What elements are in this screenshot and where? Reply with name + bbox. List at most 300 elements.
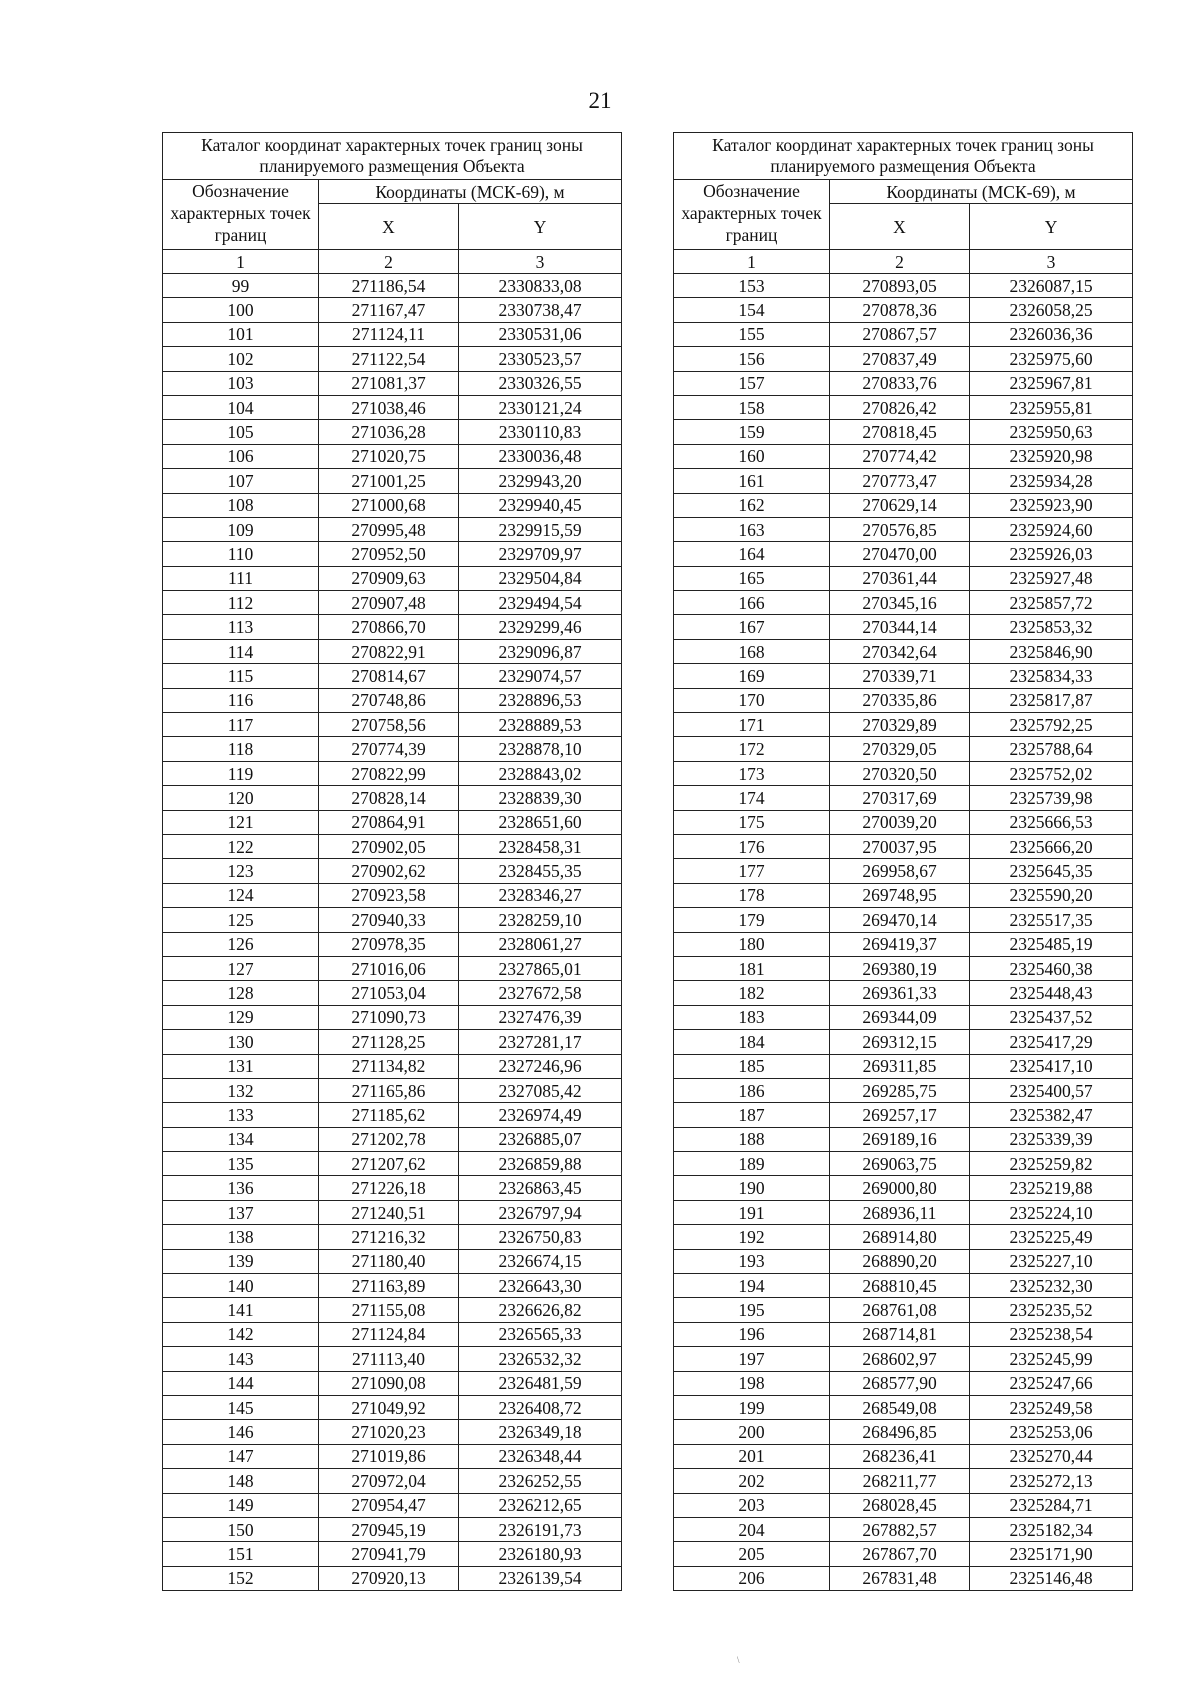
point-number-cell: 166 (674, 591, 830, 615)
y-coordinate-cell: 2328651,60 (459, 810, 622, 834)
x-coordinate-cell: 269748,95 (830, 883, 970, 907)
coordinate-row (163, 639, 622, 663)
x-coordinate-cell: 270952,50 (319, 542, 459, 566)
y-coordinate-cell: 2325817,87 (970, 688, 1133, 712)
point-number-cell: 152 (163, 1566, 319, 1590)
point-number-cell: 202 (674, 1469, 830, 1493)
x-coordinate-cell: 270039,20 (830, 810, 970, 834)
coordinate-row (674, 761, 1133, 785)
point-number-cell: 155 (674, 322, 830, 346)
coordinate-row (163, 1371, 622, 1395)
y-coordinate-cell: 2327281,17 (459, 1030, 622, 1054)
x-coordinate-cell: 271180,40 (319, 1249, 459, 1273)
x-coordinate-cell: 269063,75 (830, 1152, 970, 1176)
coordinate-row (674, 1444, 1133, 1468)
y-coordinate-cell: 2328889,53 (459, 713, 622, 737)
y-coordinate-cell: 2326974,49 (459, 1103, 622, 1127)
coordinate-row (674, 664, 1133, 688)
coordinate-row (163, 1298, 622, 1322)
coordinate-row (163, 810, 622, 834)
point-number-cell: 149 (163, 1493, 319, 1517)
y-coordinate-cell: 2328896,53 (459, 688, 622, 712)
coordinate-row (163, 1200, 622, 1224)
x-coordinate-cell: 270814,67 (319, 664, 459, 688)
coordinate-row (674, 493, 1133, 517)
point-number-cell: 123 (163, 859, 319, 883)
coordinate-row (674, 688, 1133, 712)
point-number-cell: 177 (674, 859, 830, 883)
point-number-cell: 162 (674, 493, 830, 517)
y-coordinate-cell: 2327246,96 (459, 1054, 622, 1078)
point-number-cell: 146 (163, 1420, 319, 1444)
point-number-cell: 165 (674, 566, 830, 590)
coordinate-row (163, 883, 622, 907)
coordinate-row (674, 810, 1133, 834)
y-coordinate-cell: 2325792,25 (970, 713, 1133, 737)
coordinate-row (674, 713, 1133, 737)
point-number-cell: 154 (674, 298, 830, 322)
point-number-cell: 195 (674, 1298, 830, 1322)
point-number-cell: 151 (163, 1542, 319, 1566)
y-coordinate-cell: 2327085,42 (459, 1078, 622, 1102)
coordinate-row (163, 956, 622, 980)
point-number-cell: 119 (163, 761, 319, 785)
coordinate-row (674, 1249, 1133, 1273)
x-coordinate-cell: 270576,85 (830, 517, 970, 541)
x-coordinate-cell: 270339,71 (830, 664, 970, 688)
coordinate-row (163, 761, 622, 785)
coordinate-row (163, 1127, 622, 1151)
x-coordinate-cell: 270329,89 (830, 713, 970, 737)
coordinate-row (674, 1030, 1133, 1054)
x-coordinate-cell: 268602,97 (830, 1347, 970, 1371)
column-number: 3 (970, 250, 1133, 274)
point-number-cell: 173 (674, 761, 830, 785)
x-coordinate-cell: 270758,56 (319, 713, 459, 737)
point-number-cell: 157 (674, 371, 830, 395)
coordinate-row (163, 1517, 622, 1541)
coordinate-row (674, 1371, 1133, 1395)
coordinate-row (674, 615, 1133, 639)
y-coordinate-cell: 2326252,55 (459, 1469, 622, 1493)
y-header: Y (459, 204, 622, 250)
point-number-cell: 133 (163, 1103, 319, 1127)
y-coordinate-cell: 2325590,20 (970, 883, 1133, 907)
point-number-cell: 186 (674, 1078, 830, 1102)
coordinate-row (163, 932, 622, 956)
y-coordinate-cell: 2328458,31 (459, 834, 622, 858)
scan-mark: \ (737, 1655, 740, 1665)
column-number: 1 (674, 250, 830, 274)
point-number-cell: 122 (163, 834, 319, 858)
point-number-cell: 206 (674, 1566, 830, 1590)
coordinate-row (674, 1298, 1133, 1322)
coordinate-row (674, 469, 1133, 493)
y-coordinate-cell: 2325920,98 (970, 444, 1133, 468)
coordinate-row (163, 908, 622, 932)
y-coordinate-cell: 2325232,30 (970, 1274, 1133, 1298)
x-coordinate-cell: 270866,70 (319, 615, 459, 639)
coordinate-row (163, 981, 622, 1005)
x-coordinate-cell: 271185,62 (319, 1103, 459, 1127)
x-coordinate-cell: 269311,85 (830, 1054, 970, 1078)
coordinate-row (163, 591, 622, 615)
x-coordinate-cell: 271113,40 (319, 1347, 459, 1371)
y-coordinate-cell: 2325247,66 (970, 1371, 1133, 1395)
point-number-cell: 159 (674, 420, 830, 444)
y-coordinate-cell: 2325666,53 (970, 810, 1133, 834)
y-coordinate-cell: 2325934,28 (970, 469, 1133, 493)
point-number-cell: 126 (163, 932, 319, 956)
point-number-cell: 194 (674, 1274, 830, 1298)
coordinate-row (674, 1420, 1133, 1444)
x-coordinate-cell: 268936,11 (830, 1200, 970, 1224)
x-coordinate-cell: 268028,45 (830, 1493, 970, 1517)
y-coordinate-cell: 2326532,32 (459, 1347, 622, 1371)
coordinate-row (674, 1517, 1133, 1541)
coordinate-row (163, 371, 622, 395)
point-number-cell: 116 (163, 688, 319, 712)
point-number-cell: 138 (163, 1225, 319, 1249)
x-coordinate-cell: 270345,16 (830, 591, 970, 615)
x-coordinate-cell: 268549,08 (830, 1395, 970, 1419)
coordinate-row (674, 1078, 1133, 1102)
x-coordinate-cell: 271163,89 (319, 1274, 459, 1298)
x-coordinate-cell: 271053,04 (319, 981, 459, 1005)
x-coordinate-cell: 269361,33 (830, 981, 970, 1005)
point-number-cell: 160 (674, 444, 830, 468)
y-coordinate-cell: 2325666,20 (970, 834, 1133, 858)
y-coordinate-cell: 2330531,06 (459, 322, 622, 346)
y-coordinate-cell: 2325460,38 (970, 956, 1133, 980)
point-number-cell: 109 (163, 517, 319, 541)
x-coordinate-cell: 271090,08 (319, 1371, 459, 1395)
y-coordinate-cell: 2325846,90 (970, 639, 1133, 663)
x-coordinate-cell: 271186,54 (319, 274, 459, 298)
point-number-cell: 147 (163, 1444, 319, 1468)
y-coordinate-cell: 2325752,02 (970, 761, 1133, 785)
point-number-cell: 178 (674, 883, 830, 907)
catalog-body-right (674, 274, 1133, 1591)
coordinate-row (674, 517, 1133, 541)
y-coordinate-cell: 2326212,65 (459, 1493, 622, 1517)
coordinate-row (163, 713, 622, 737)
point-number-cell: 168 (674, 639, 830, 663)
x-coordinate-cell: 267867,70 (830, 1542, 970, 1566)
coordinate-row (674, 1127, 1133, 1151)
point-number-cell: 182 (674, 981, 830, 1005)
coordinate-row (674, 1152, 1133, 1176)
coordinate-row (163, 1030, 622, 1054)
x-coordinate-cell: 271036,28 (319, 420, 459, 444)
x-coordinate-cell: 270361,44 (830, 566, 970, 590)
x-coordinate-cell: 270335,86 (830, 688, 970, 712)
point-number-cell: 139 (163, 1249, 319, 1273)
y-coordinate-cell: 2330523,57 (459, 347, 622, 371)
x-coordinate-cell: 270978,35 (319, 932, 459, 956)
coordinate-row (163, 1566, 622, 1590)
y-coordinate-cell: 2326863,45 (459, 1176, 622, 1200)
point-number-cell: 190 (674, 1176, 830, 1200)
y-coordinate-cell: 2325967,81 (970, 371, 1133, 395)
y-coordinate-cell: 2325923,90 (970, 493, 1133, 517)
point-number-cell: 134 (163, 1127, 319, 1151)
x-coordinate-cell: 268211,77 (830, 1469, 970, 1493)
coordinate-row (163, 298, 622, 322)
point-number-cell: 175 (674, 810, 830, 834)
x-coordinate-cell: 271240,51 (319, 1200, 459, 1224)
coordinate-row (163, 469, 622, 493)
y-coordinate-cell: 2328878,10 (459, 737, 622, 761)
y-coordinate-cell: 2325182,34 (970, 1517, 1133, 1541)
coordinate-row (674, 908, 1133, 932)
coordinates-header: Координаты (МСК-69), м (830, 180, 1133, 204)
x-coordinate-cell: 270833,76 (830, 371, 970, 395)
coordinate-row (163, 274, 622, 298)
x-coordinate-cell: 270954,47 (319, 1493, 459, 1517)
x-coordinate-cell: 267882,57 (830, 1517, 970, 1541)
point-number-cell: 128 (163, 981, 319, 1005)
point-number-cell: 176 (674, 834, 830, 858)
page-number: 21 (588, 88, 612, 113)
y-coordinate-cell: 2329504,84 (459, 566, 622, 590)
coordinate-row (163, 1152, 622, 1176)
point-number-cell: 187 (674, 1103, 830, 1127)
coordinate-row (674, 1347, 1133, 1371)
x-coordinate-cell: 270828,14 (319, 786, 459, 810)
point-number-cell: 170 (674, 688, 830, 712)
point-number-cell: 148 (163, 1469, 319, 1493)
x-coordinate-cell: 270629,14 (830, 493, 970, 517)
x-coordinate-cell: 270972,04 (319, 1469, 459, 1493)
x-coordinate-cell: 270867,57 (830, 322, 970, 346)
coordinate-row (163, 542, 622, 566)
column-number: 2 (830, 250, 970, 274)
coordinate-row (674, 1054, 1133, 1078)
y-coordinate-cell: 2326859,88 (459, 1152, 622, 1176)
x-coordinate-cell: 270878,36 (830, 298, 970, 322)
x-coordinate-cell: 269344,09 (830, 1005, 970, 1029)
x-coordinate-cell: 271207,62 (319, 1152, 459, 1176)
point-number-cell: 193 (674, 1249, 830, 1273)
y-coordinate-cell: 2326139,54 (459, 1566, 622, 1590)
x-coordinate-cell: 271165,86 (319, 1078, 459, 1102)
coordinate-row (674, 298, 1133, 322)
designation-header: Обозначение характерных точек границ (163, 180, 319, 250)
point-number-cell: 189 (674, 1152, 830, 1176)
y-coordinate-cell: 2325448,43 (970, 981, 1133, 1005)
y-coordinate-cell: 2330738,47 (459, 298, 622, 322)
coordinate-row (163, 1274, 622, 1298)
y-coordinate-cell: 2326191,73 (459, 1517, 622, 1541)
x-coordinate-cell: 270940,33 (319, 908, 459, 932)
coordinate-row (163, 737, 622, 761)
x-coordinate-cell: 268236,41 (830, 1444, 970, 1468)
x-coordinate-cell: 271167,47 (319, 298, 459, 322)
x-coordinate-cell: 271081,37 (319, 371, 459, 395)
x-coordinate-cell: 271038,46 (319, 395, 459, 419)
point-number-cell: 199 (674, 1395, 830, 1419)
coordinate-row (674, 420, 1133, 444)
x-header: X (830, 204, 970, 250)
y-coordinate-cell: 2327865,01 (459, 956, 622, 980)
y-coordinate-cell: 2329940,45 (459, 493, 622, 517)
point-number-cell: 192 (674, 1225, 830, 1249)
y-coordinate-cell: 2325339,39 (970, 1127, 1133, 1151)
point-number-cell: 108 (163, 493, 319, 517)
point-number-cell: 180 (674, 932, 830, 956)
point-number-cell: 132 (163, 1078, 319, 1102)
coordinate-row (163, 1444, 622, 1468)
x-coordinate-cell: 271016,06 (319, 956, 459, 980)
coordinate-row (163, 1420, 622, 1444)
y-coordinate-cell: 2325834,33 (970, 664, 1133, 688)
coordinate-row (674, 1322, 1133, 1346)
catalog-title: Каталог координат характерных точек границ зоны планируемого размещения Объекта (674, 133, 1133, 180)
point-number-cell: 203 (674, 1493, 830, 1517)
y-coordinate-cell: 2325227,10 (970, 1249, 1133, 1273)
point-number-cell: 205 (674, 1542, 830, 1566)
x-coordinate-cell: 268496,85 (830, 1420, 970, 1444)
coordinate-row (674, 981, 1133, 1005)
y-coordinate-cell: 2325927,48 (970, 566, 1133, 590)
y-coordinate-cell: 2325219,88 (970, 1176, 1133, 1200)
y-coordinate-cell: 2329494,54 (459, 591, 622, 615)
coordinate-row (674, 1005, 1133, 1029)
point-number-cell: 156 (674, 347, 830, 371)
point-number-cell: 120 (163, 786, 319, 810)
y-coordinate-cell: 2326036,36 (970, 322, 1133, 346)
point-number-cell: 197 (674, 1347, 830, 1371)
point-number-cell: 144 (163, 1371, 319, 1395)
x-coordinate-cell: 270342,64 (830, 639, 970, 663)
point-number-cell: 107 (163, 469, 319, 493)
point-number-cell: 200 (674, 1420, 830, 1444)
point-number-cell: 184 (674, 1030, 830, 1054)
point-number-cell: 196 (674, 1322, 830, 1346)
y-coordinate-cell: 2326087,15 (970, 274, 1133, 298)
x-coordinate-cell: 270826,42 (830, 395, 970, 419)
x-coordinate-cell: 270329,05 (830, 737, 970, 761)
y-coordinate-cell: 2325739,98 (970, 786, 1133, 810)
designation-header: Обозначение характерных точек границ (674, 180, 830, 250)
point-number-cell: 114 (163, 639, 319, 663)
x-coordinate-cell: 271122,54 (319, 347, 459, 371)
point-number-cell: 118 (163, 737, 319, 761)
coordinate-row (163, 1249, 622, 1273)
coordinate-row (163, 1542, 622, 1566)
x-coordinate-cell: 268577,90 (830, 1371, 970, 1395)
coordinate-row (163, 786, 622, 810)
y-coordinate-cell: 2325382,47 (970, 1103, 1133, 1127)
coordinate-row (674, 1225, 1133, 1249)
y-coordinate-cell: 2327476,39 (459, 1005, 622, 1029)
coordinate-row (674, 1395, 1133, 1419)
x-coordinate-cell: 269257,17 (830, 1103, 970, 1127)
x-coordinate-cell: 270774,42 (830, 444, 970, 468)
y-coordinate-cell: 2326565,33 (459, 1322, 622, 1346)
point-number-cell: 117 (163, 713, 319, 737)
x-coordinate-cell: 270837,49 (830, 347, 970, 371)
y-coordinate-cell: 2326349,18 (459, 1420, 622, 1444)
coordinate-catalog-right (673, 132, 1133, 1591)
y-coordinate-cell: 2326481,59 (459, 1371, 622, 1395)
point-number-cell: 141 (163, 1298, 319, 1322)
coordinate-row (163, 1225, 622, 1249)
y-coordinate-cell: 2325225,49 (970, 1225, 1133, 1249)
point-number-cell: 135 (163, 1152, 319, 1176)
point-number-cell: 101 (163, 322, 319, 346)
coordinate-row (163, 1176, 622, 1200)
coordinate-row (674, 737, 1133, 761)
coordinate-row (674, 956, 1133, 980)
x-coordinate-cell: 270945,19 (319, 1517, 459, 1541)
column-number: 2 (319, 250, 459, 274)
x-coordinate-cell: 268914,80 (830, 1225, 970, 1249)
x-coordinate-cell: 271226,18 (319, 1176, 459, 1200)
y-coordinate-cell: 2325245,99 (970, 1347, 1133, 1371)
point-number-cell: 105 (163, 420, 319, 444)
coordinate-row (674, 883, 1133, 907)
coordinate-row (674, 566, 1133, 590)
coordinate-row (674, 371, 1133, 395)
coordinate-row (163, 1322, 622, 1346)
x-coordinate-cell: 270920,13 (319, 1566, 459, 1590)
x-coordinate-cell: 270774,39 (319, 737, 459, 761)
y-coordinate-cell: 2328259,10 (459, 908, 622, 932)
point-number-cell: 191 (674, 1200, 830, 1224)
x-coordinate-cell: 269285,75 (830, 1078, 970, 1102)
y-coordinate-cell: 2325788,64 (970, 737, 1133, 761)
coordinate-row (163, 859, 622, 883)
x-coordinate-cell: 270773,47 (830, 469, 970, 493)
y-coordinate-cell: 2328346,27 (459, 883, 622, 907)
coordinate-row (674, 347, 1133, 371)
y-coordinate-cell: 2325975,60 (970, 347, 1133, 371)
y-coordinate-cell: 2325853,32 (970, 615, 1133, 639)
y-coordinate-cell: 2325517,35 (970, 908, 1133, 932)
y-coordinate-cell: 2330326,55 (459, 371, 622, 395)
y-coordinate-cell: 2325924,60 (970, 517, 1133, 541)
y-coordinate-cell: 2325253,06 (970, 1420, 1133, 1444)
y-coordinate-cell: 2329709,97 (459, 542, 622, 566)
point-number-cell: 100 (163, 298, 319, 322)
coordinate-row (674, 859, 1133, 883)
x-coordinate-cell: 270037,95 (830, 834, 970, 858)
point-number-cell: 112 (163, 591, 319, 615)
coordinate-row (674, 932, 1133, 956)
y-coordinate-cell: 2327672,58 (459, 981, 622, 1005)
x-coordinate-cell: 269189,16 (830, 1127, 970, 1151)
point-number-cell: 137 (163, 1200, 319, 1224)
point-number-cell: 124 (163, 883, 319, 907)
coordinate-row (674, 639, 1133, 663)
y-coordinate-cell: 2329915,59 (459, 517, 622, 541)
coordinate-row (163, 615, 622, 639)
x-coordinate-cell: 268761,08 (830, 1298, 970, 1322)
point-number-cell: 161 (674, 469, 830, 493)
coordinate-row (674, 1493, 1133, 1517)
y-coordinate-cell: 2326750,83 (459, 1225, 622, 1249)
coordinate-row (163, 1469, 622, 1493)
point-number-cell: 127 (163, 956, 319, 980)
x-coordinate-cell: 267831,48 (830, 1566, 970, 1590)
y-coordinate-cell: 2325950,63 (970, 420, 1133, 444)
y-coordinate-cell: 2330110,83 (459, 420, 622, 444)
x-coordinate-cell: 271128,25 (319, 1030, 459, 1054)
coordinate-row (163, 1103, 622, 1127)
coordinates-header: Координаты (МСК-69), м (319, 180, 622, 204)
